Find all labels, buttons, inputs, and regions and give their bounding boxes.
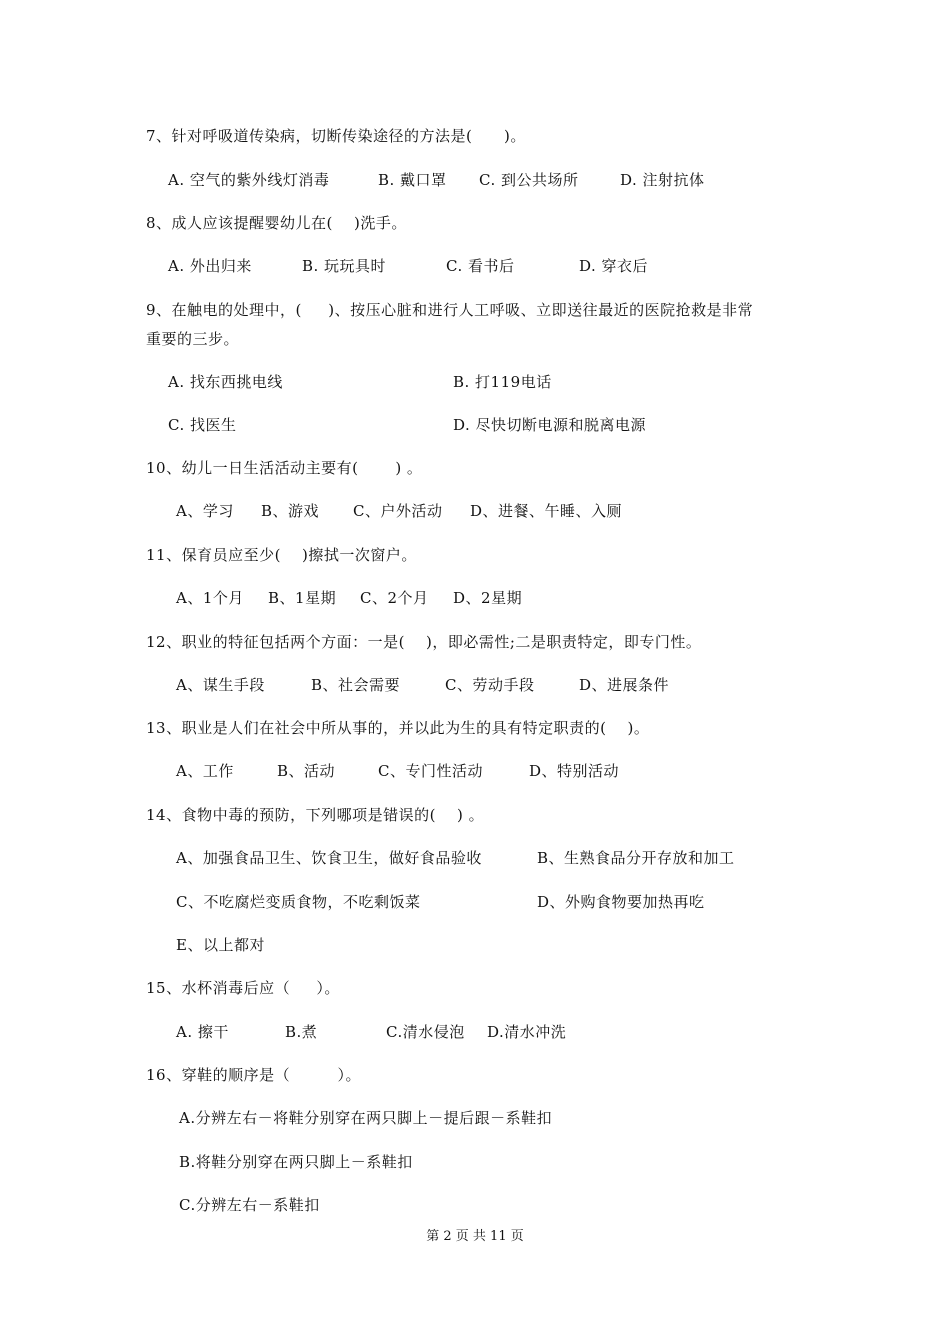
question-10-option-b: B、游戏 — [261, 502, 320, 520]
question-11-stem: 11、保育员应至少( )擦拭一次窗户。 — [146, 546, 417, 564]
question-13-option-d: D、特别活动 — [529, 762, 620, 780]
question-9-option-a: A. 找东西挑电线 — [168, 373, 283, 391]
question-12-option-a: A、谋生手段 — [176, 676, 265, 694]
question-10-option-a: A、学习 — [176, 502, 234, 520]
question-11-option-b: B、1星期 — [268, 589, 337, 607]
question-14-option-b: B、生熟食品分开存放和加工 — [537, 849, 735, 867]
question-11-option-c: C、2个月 — [360, 589, 429, 607]
question-9-option-d: D. 尽快切断电源和脱离电源 — [453, 416, 647, 434]
question-8-option-d: D. 穿衣后 — [579, 257, 649, 275]
question-14-option-e: E、以上都对 — [176, 936, 265, 954]
question-16-option-c: C.分辨左右－系鞋扣 — [179, 1196, 320, 1214]
question-7-stem: 7、针对呼吸道传染病，切断传染途径的方法是( )。 — [146, 127, 526, 145]
question-13-stem: 13、职业是人们在社会中所从事的，并以此为生的具有特定职责的( )。 — [146, 719, 650, 737]
question-14-option-d: D、外购食物要加热再吃 — [537, 893, 705, 911]
question-12-stem: 12、职业的特征包括两个方面：一是( )，即必需性;二是职责特定，即专门性。 — [146, 633, 702, 651]
question-9-stem-line-1: 9、在触电的处理中，( )、按压心脏和进行人工呼吸、立即送往最近的医院抢救是非常 — [146, 301, 754, 319]
question-8-option-a: A. 外出归来 — [168, 257, 252, 275]
question-9-option-c: C. 找医生 — [168, 416, 237, 434]
question-12-option-c: C、劳动手段 — [445, 676, 535, 694]
question-7-option-d: D. 注射抗体 — [620, 171, 705, 189]
question-15-stem: 15、水杯消毒后应（ ）。 — [146, 979, 340, 997]
question-13-option-b: B、活动 — [277, 762, 336, 780]
question-15-option-d: D.清水冲洗 — [487, 1023, 567, 1041]
question-7-option-b: B. 戴口罩 — [378, 171, 447, 189]
question-15-option-b: B.煮 — [285, 1023, 318, 1041]
question-10-option-c: C、户外活动 — [353, 502, 443, 520]
question-8-option-b: B. 玩玩具时 — [302, 257, 387, 275]
question-14-stem: 14、食物中毒的预防，下列哪项是错误的( ) 。 — [146, 806, 485, 824]
question-14-option-c: C、不吃腐烂变质食物，不吃剩饭菜 — [176, 893, 421, 911]
question-9-stem-line-2: 重要的三步。 — [146, 330, 240, 348]
question-7-option-c: C. 到公共场所 — [479, 171, 579, 189]
question-12-option-b: B、社会需要 — [311, 676, 401, 694]
question-12-option-d: D、进展条件 — [579, 676, 670, 694]
question-16-stem: 16、穿鞋的顺序是（ ）。 — [146, 1066, 362, 1084]
question-9-option-b: B. 打119电话 — [453, 373, 552, 391]
question-13-option-a: A、工作 — [176, 762, 234, 780]
question-10-stem: 10、幼儿一日生活活动主要有( ) 。 — [146, 459, 423, 477]
question-11-option-a: A、1个月 — [176, 589, 244, 607]
question-11-option-d: D、2星期 — [453, 589, 523, 607]
question-14-option-a: A、加强食品卫生、饮食卫生，做好食品验收 — [176, 849, 482, 867]
question-15-option-a: A. 擦干 — [176, 1023, 229, 1041]
question-10-option-d: D、进餐、午睡、入厕 — [470, 502, 623, 520]
question-16-option-b: B.将鞋分别穿在两只脚上－系鞋扣 — [179, 1153, 413, 1171]
question-8-stem: 8、成人应该提醒婴幼儿在( )洗手。 — [146, 214, 407, 232]
question-15-option-c: C.清水侵泡 — [386, 1023, 465, 1041]
question-16-option-a: A.分辨左右－将鞋分别穿在两只脚上－提后跟－系鞋扣 — [179, 1109, 553, 1127]
question-7-option-a: A. 空气的紫外线灯消毒 — [168, 171, 330, 189]
question-8-option-c: C. 看书后 — [446, 257, 515, 275]
page-footer: 第 2 页 共 11 页 — [426, 1229, 524, 1244]
question-13-option-c: C、专门性活动 — [378, 762, 483, 780]
